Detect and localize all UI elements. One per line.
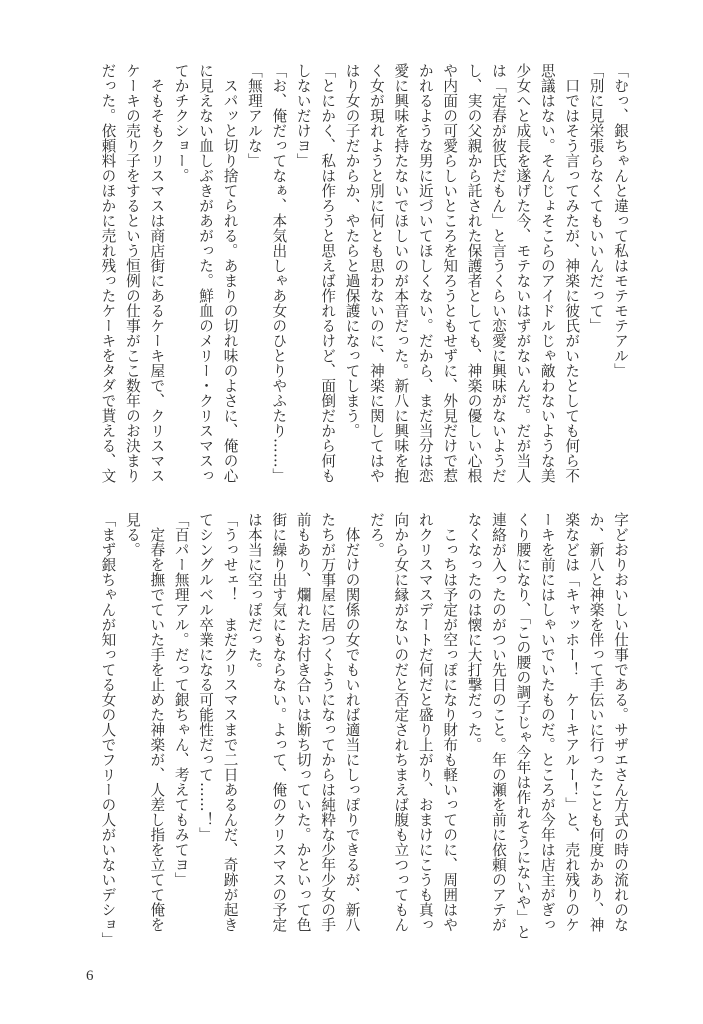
text-line: たちが万事屋に居つくようになってからは純粋な少年少女の手 <box>319 512 337 932</box>
text-line: だろ。 <box>367 512 385 557</box>
text-line: はり女の子だからか、やたらと過保護になってしまう。 <box>343 63 361 438</box>
text-line: 口ではそう言ってみたが、神楽に彼氏がいたとしても何ら不 <box>563 63 581 483</box>
text-line: し、実の父親から託された保護者としても、神楽の優しい心根 <box>465 63 483 483</box>
text-line: ーキを前にはしゃいでいたものだ。ところが今年は店主がぎっ <box>538 512 556 932</box>
text-line: 少女へと成長を遂げた今、モテないはずがないんだ。だが当人 <box>514 63 532 483</box>
text-line: 「まず銀ちゃんが知ってる女の人でフリーの人がいないデショ」 <box>99 512 117 947</box>
text-line: 街に繰り出す気にもならない。よって、俺のクリスマスの予定 <box>270 512 288 932</box>
text-line: 体だけの関係の女でもいれば適当にしっぽりできるが、新八 <box>343 512 361 932</box>
text-line: しないだけヨ」 <box>294 63 312 168</box>
text-line: だった。依頼料のほかに売れ残ったケーキをタダで貰える、文 <box>99 63 117 483</box>
text-line: 「無理アルな」 <box>245 63 263 168</box>
text-line: 楽などは「キャッホー！ ケーキアルー！」と、売れ残りのケ <box>563 512 581 932</box>
text-line: 「むっ、銀ちゃんと違って私はモテモテアル」 <box>612 63 629 378</box>
text-line: 見る。 <box>123 512 141 557</box>
text-line: かれるような男に近づいてほしくない。だから、まだ当分は恋 <box>416 63 434 483</box>
text-line: は「定春が彼氏だもん」と言うくらい恋愛に興味がないようだ <box>489 63 507 483</box>
text-line: 前もあり、爛れたお付き合いは断ち切っていた。かといって色 <box>294 512 312 932</box>
text-line: 「お、俺だってなぁ、本気出しゃあ女のひとりやふたり……」 <box>270 63 288 483</box>
text-line: 連絡が入ったのがつい先日のこと。年の瀬を前に依頼のアテが <box>489 512 507 932</box>
text-line: は本当に空っぽだった。 <box>245 512 263 677</box>
text-line: ケーキの売り子をするという恒例の仕事がここ数年のお決まり <box>123 63 141 483</box>
page-number: 6 <box>86 968 94 984</box>
text-line: 向から女に縁がないのだと否定されちまえば腹も立つってもん <box>392 512 410 932</box>
text-line: か、新八と神楽を伴って手伝いに行ったことも何度かあり、神 <box>587 512 605 932</box>
text-line: 「別に見栄張らなくてもいいんだって」 <box>587 63 605 333</box>
bottom-text-block <box>95 512 632 962</box>
text-line: 愛に興味を持たないでほしいのが本音だった。新八に興味を抱 <box>392 63 410 483</box>
text-line: に見えない血しぶきがあがった。鮮血のメリー・クリスマスっ <box>197 63 215 483</box>
top-text-block <box>95 63 632 503</box>
text-line: なくなったのは懐に大打撃だった。 <box>465 512 483 752</box>
text-line: 字どおりおいしい仕事である。サザエさん方式の時の流れのな <box>612 512 629 932</box>
text-line: こっちは予定が空っぽになり財布も軽いってのに、周囲はや <box>441 512 459 932</box>
text-line: スパッと切り捨てられる。あまりの切れ味のよさに、俺の心 <box>221 63 239 483</box>
text-line: 「百パー無理アル。だって銀ちゃん、考えてもみてヨ」 <box>172 512 190 887</box>
text-line: く女が現れようと別に何とも思わないのに、神楽に関してはや <box>367 63 385 483</box>
text-line: てシングルベル卒業になる可能性だって……！」 <box>197 512 215 842</box>
text-line: や内面の可愛らしいところを知ろうともせずに、外見だけで惹 <box>441 63 459 483</box>
text-line: 思議はない。そんじょそこらのアイドルじゃ敵わないような美 <box>538 63 556 483</box>
text-line: くり腰になり、「この腰の調子じゃ今年は作れそうにないや」と <box>514 512 532 940</box>
text-line: れクリスマスデートだ何だと盛り上がり、おまけにこうも真っ <box>416 512 434 932</box>
text-line: そもそもクリスマスは商店街にあるケーキ屋で、クリスマス <box>148 63 166 483</box>
text-line: 「うっせェ！ まだクリスマスまで二日あるんだ、奇跡が起き <box>221 512 239 932</box>
text-line: 「とにかく、私は作ろうと思えば作れるけど、面倒だから何も <box>319 63 337 483</box>
text-line: てかチクショー。 <box>172 63 190 183</box>
text-line: 定春を撫でていた手を止めた神楽が、人差し指を立てて俺を <box>148 512 166 932</box>
